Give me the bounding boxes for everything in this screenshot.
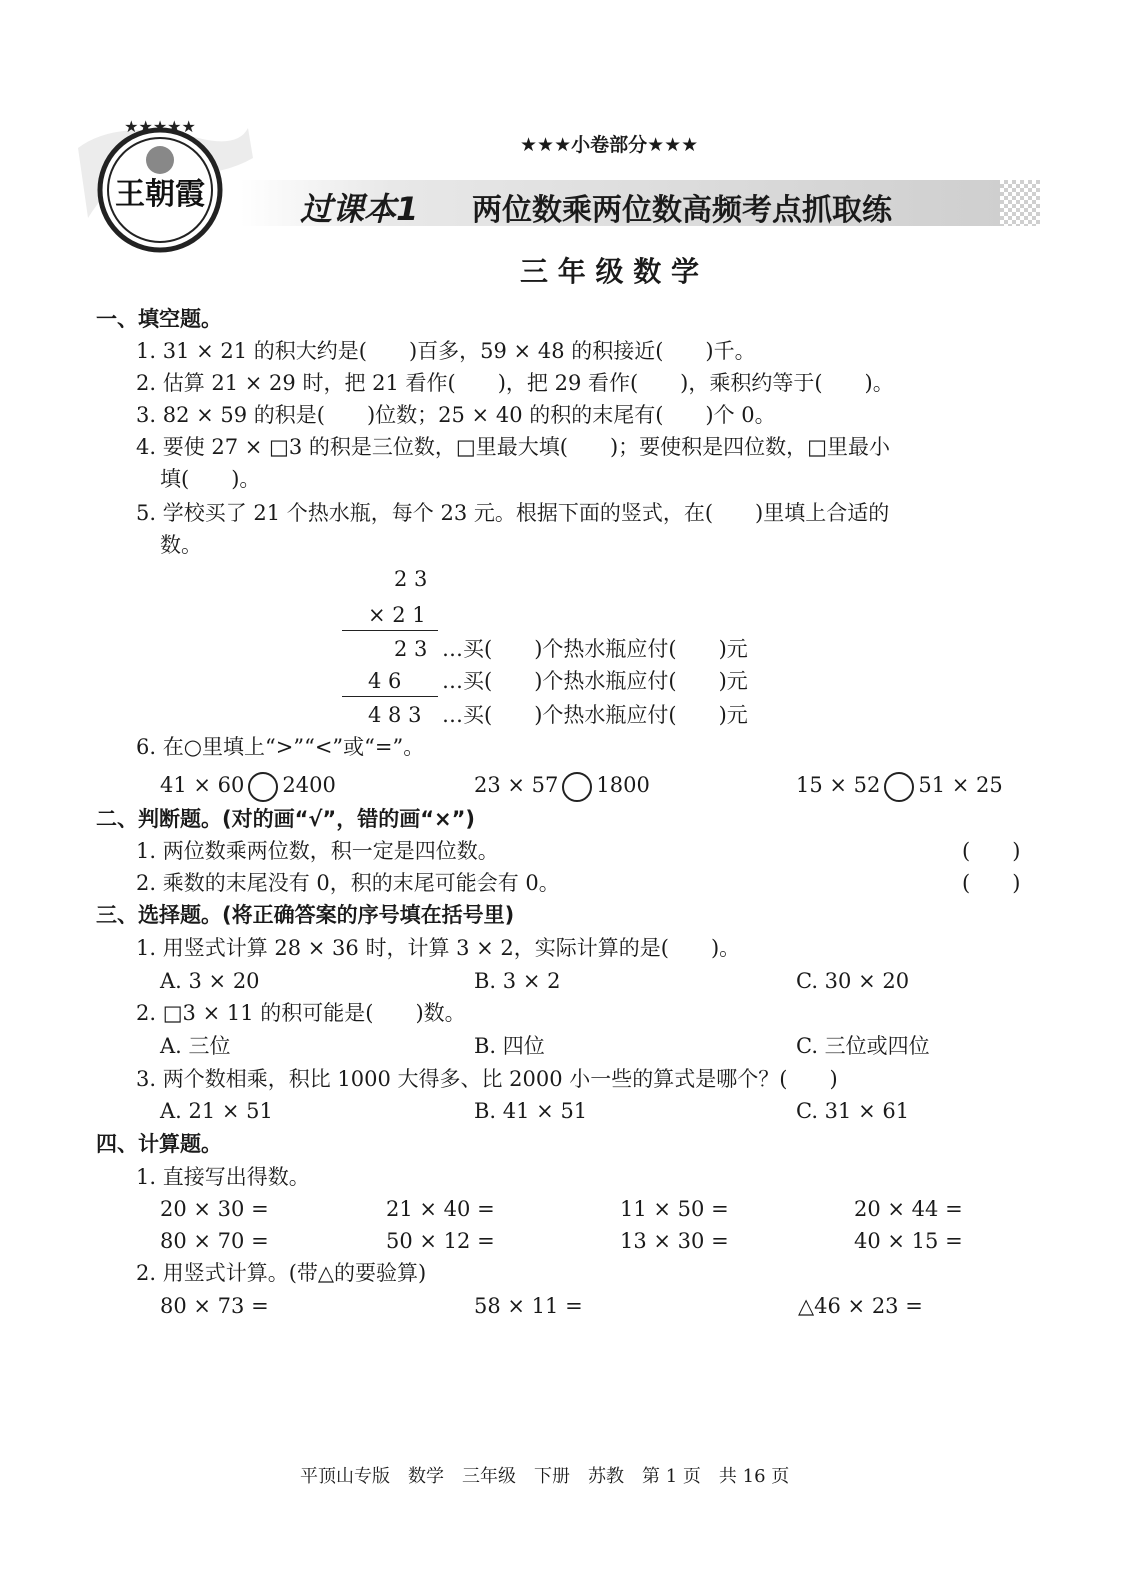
vertical-line-2 bbox=[342, 696, 438, 697]
compare-item-1: 41 × 60 2400 bbox=[160, 770, 336, 802]
calc-item: 80 × 73 = bbox=[160, 1294, 269, 1318]
question-3-3: 3. 两个数相乘，积比 1000 大得多、比 2000 小一些的算式是哪个？( ) bbox=[136, 1067, 838, 1091]
vertical-line-1 bbox=[342, 630, 438, 631]
question-1-5-cont: 数。 bbox=[160, 533, 202, 557]
question-1-5: 5. 学校买了 21 个热水瓶，每个 23 元。根据下面的竖式，在( )里填上合适的 bbox=[136, 501, 890, 525]
calc-item: 50 × 12 = bbox=[386, 1229, 495, 1253]
section-1-heading: 一、填空题。 bbox=[96, 307, 222, 331]
calc-item: 20 × 30 = bbox=[160, 1197, 269, 1221]
vertical-row-5: 4 8 3 bbox=[368, 703, 422, 727]
vertical-row-1: 2 3 bbox=[394, 567, 428, 591]
svg-text:★★★★★: ★★★★★ bbox=[124, 118, 196, 136]
question-3-1: 1. 用竖式计算 28 × 36 时，计算 3 × 2，实际计算的是( )。 bbox=[136, 936, 741, 960]
option-a: A. 三位 bbox=[160, 1034, 231, 1058]
option-c: C. 31 × 61 bbox=[796, 1099, 910, 1123]
question-4-2: 2. 用竖式计算。(带△的要验算) bbox=[136, 1261, 427, 1285]
vertical-row-3: 2 3 bbox=[394, 637, 428, 661]
calc-item: 11 × 50 = bbox=[620, 1197, 729, 1221]
section-4-heading: 四、计算题。 bbox=[96, 1132, 222, 1156]
title-bar-pattern bbox=[1000, 180, 1040, 226]
vertical-text-4: …买( )个热水瓶应付( )元 bbox=[442, 669, 748, 693]
vertical-row-4: 4 6 bbox=[368, 669, 402, 693]
option-b: B. 3 × 2 bbox=[474, 969, 561, 993]
question-4-1: 1. 直接写出得数。 bbox=[136, 1165, 310, 1189]
calc-item: 21 × 40 = bbox=[386, 1197, 495, 1221]
question-2-2: 2. 乘数的末尾没有 0，积的末尾可能会有 0。 bbox=[136, 871, 560, 895]
question-2-1: 1. 两位数乘两位数，积一定是四位数。 bbox=[136, 839, 499, 863]
compare-circle[interactable] bbox=[562, 772, 592, 802]
vertical-text-3: …买( )个热水瓶应付( )元 bbox=[442, 637, 748, 661]
vertical-text-5: …买( )个热水瓶应付( )元 bbox=[442, 703, 748, 727]
svg-text:王朝霞: 王朝霞 bbox=[115, 177, 205, 212]
calc-item: 20 × 44 = bbox=[854, 1197, 963, 1221]
publisher-logo bbox=[78, 118, 258, 258]
page-subtitle: 三 年 级 数 学 bbox=[520, 255, 699, 288]
small-label: ★★★小卷部分★★★ bbox=[520, 134, 699, 156]
calc-item: 58 × 11 = bbox=[474, 1294, 583, 1318]
question-1-4: 4. 要使 27 × □3 的积是三位数，□里最大填( )；要使积是四位数，□里最小 bbox=[136, 435, 890, 459]
option-a: A. 21 × 51 bbox=[160, 1099, 273, 1123]
calc-item: 13 × 30 = bbox=[620, 1229, 729, 1253]
option-b: B. 41 × 51 bbox=[474, 1099, 588, 1123]
question-1-4-cont: 填( )。 bbox=[160, 467, 261, 491]
page-footer: 平顶山专版 数学 三年级 下册 苏教 第 1 页 共 16 页 bbox=[300, 1466, 790, 1487]
option-b: B. 四位 bbox=[474, 1034, 545, 1058]
section-3-heading: 三、选择题。(将正确答案的序号填在括号里) bbox=[96, 903, 515, 927]
question-1-3: 3. 82 × 59 的积是( )位数；25 × 40 的积的末尾有( )个 0。 bbox=[136, 403, 776, 427]
compare-item-2: 23 × 57 1800 bbox=[474, 770, 650, 802]
page-title: 两位数乘两位数高频考点抓取练 bbox=[472, 193, 892, 228]
section-2-heading: 二、判断题。(对的画“√”，错的画“×”) bbox=[96, 807, 476, 831]
option-a: A. 3 × 20 bbox=[160, 969, 260, 993]
calc-item: 80 × 70 = bbox=[160, 1229, 269, 1253]
answer-paren[interactable]: ( ) bbox=[962, 839, 1021, 863]
vertical-row-2: × 2 1 bbox=[368, 603, 426, 627]
question-1-1: 1. 31 × 21 的积大约是( )百多，59 × 48 的积接近( )千。 bbox=[136, 339, 756, 363]
calc-item: △46 × 23 = bbox=[798, 1294, 923, 1318]
compare-circle[interactable] bbox=[248, 772, 278, 802]
question-1-2: 2. 估算 21 × 29 时，把 21 看作( )，把 29 看作( )，乘积约等于( )。 bbox=[136, 371, 894, 395]
question-3-2: 2. □3 × 11 的积可能是( )数。 bbox=[136, 1001, 466, 1025]
answer-paren[interactable]: ( ) bbox=[962, 871, 1021, 895]
calc-item: 40 × 15 = bbox=[854, 1229, 963, 1253]
title-number: 过课本1 bbox=[300, 190, 419, 228]
option-c: C. 三位或四位 bbox=[796, 1034, 930, 1058]
question-1-6: 6. 在○里填上“>”“<”或“=”。 bbox=[136, 735, 425, 759]
compare-item-3: 15 × 52 51 × 25 bbox=[796, 770, 1003, 802]
compare-circle[interactable] bbox=[884, 772, 914, 802]
option-c: C. 30 × 20 bbox=[796, 969, 910, 993]
